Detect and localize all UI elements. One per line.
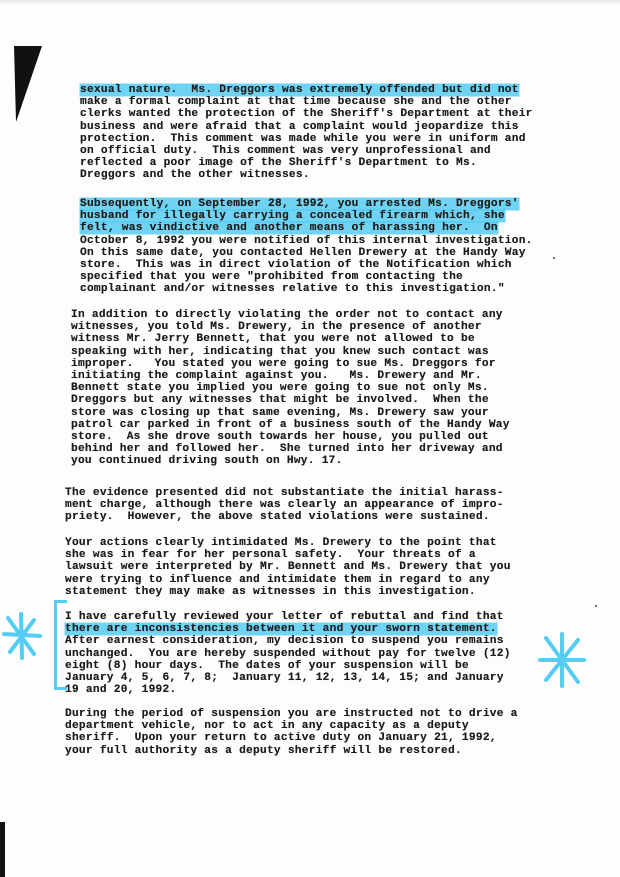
paragraph-rebuttal-decision	[65, 611, 565, 696]
text-line: During the period of suspension you are instructed not to drive a	[65, 708, 518, 720]
text-line: patrol car parked in front of a business south of the Handy Way	[71, 418, 510, 431]
text-line: complainant and/or witnesses relative to this investigation."	[80, 283, 505, 296]
text-line: witness Mr. Jerry Bennett, that you were not allowed to be	[71, 333, 475, 346]
text-line	[65, 623, 565, 635]
text-line: lawsuit were interpreted by Mr. Bennett and Ms. Drewery that you	[65, 561, 511, 574]
text-line: ment charge, although there was clearly an appearance of impro-	[65, 499, 504, 512]
text-line: eight (8) hour days. The dates of your suspension will be	[65, 659, 469, 672]
text-line: priety. However, the above stated violations were sustained.	[65, 511, 490, 524]
text-line: unchanged. You are hereby suspended without pay for twelve (12)	[65, 647, 511, 660]
text-line: store. As she drove south towards her house, you pulled out	[71, 431, 489, 444]
text-line	[80, 222, 580, 234]
scan-speck	[595, 605, 597, 607]
text-line: department vehicle, nor to act in any capacity as a deputy	[65, 720, 469, 733]
paragraph-witness-contact	[71, 309, 571, 468]
paragraph-intimidation	[65, 537, 565, 598]
text-line: behind her and followed her. She turned into her driveway and	[71, 443, 503, 456]
text-line: October 8, 1992 you were notified of this internal investigation.	[80, 234, 533, 247]
text-line: were trying to influence and intimidate them in regard to any	[65, 573, 490, 586]
highlighted-text: sexual nature. Ms. Dreggors was extremely offended but did not	[80, 84, 519, 96]
highlighted-text: there are inconsistencies between it and your sworn statement.	[65, 623, 497, 636]
text-line: protection. This comment was made while you were in uniform and	[80, 132, 526, 145]
text-line: you continued driving south on Hwy. 17.	[71, 455, 343, 468]
text-line: On this same date, you contacted Hellen Drewery at the Handy Way	[80, 246, 526, 259]
text-line: Bennett state you implied you were going to sue not only Ms.	[71, 382, 489, 395]
text-line: The evidence presented did not substantiate the initial harass-	[65, 487, 504, 499]
scan-speck	[553, 257, 555, 259]
text-line: on official duty. This comment was very unprofessional and	[80, 145, 491, 158]
text-line: sheriff. Upon your return to active duty on January 21, 1992,	[65, 732, 497, 745]
text-line: witnesses, you told Ms. Drewery, in the presence of another	[71, 321, 482, 334]
text-line: your full authority as a deputy sheriff will be restored.	[65, 744, 462, 757]
text-line: speaking with her, indicating that you knew such contact was	[71, 345, 489, 358]
text-line: Your actions clearly intimidated Ms. Drewery to the point that	[65, 537, 497, 549]
paragraph-evidence	[65, 487, 565, 524]
highlighted-text: husband for illegally carrying a concealed firearm which, she	[80, 210, 505, 223]
text-line: January 4, 5, 6, 7, 8; January 11, 12, 13, 14, 15; and January	[65, 672, 504, 685]
paragraph-sexual-nature	[80, 84, 580, 182]
text-line	[80, 84, 580, 96]
highlighted-text: Subsequently, on September 28, 1992, you arrested Ms. Dreggors'	[80, 198, 519, 210]
text-line: she was in fear for her personal safety. Your threats of a	[65, 549, 476, 562]
paragraph-suspension-terms	[65, 708, 565, 757]
text-line: store. This was in direct violation of the Notification which	[80, 259, 512, 272]
text-line	[80, 198, 580, 210]
paragraph-arrest	[80, 198, 580, 296]
text-line	[80, 210, 580, 222]
text-line: business and were afraid that a complaint would jeopardize this	[80, 120, 519, 133]
asterisk-mark-icon	[2, 612, 42, 660]
text-line: Dreggors but any witnesses that might be involved. When the	[71, 394, 489, 407]
scan-top-edge	[0, 0, 620, 6]
scan-left-edge	[0, 822, 5, 877]
text-line: clerks wanted the protection of the Sheriff's Department at their	[80, 108, 533, 121]
text-line: improper. You stated you were going to sue Ms. Dreggors for	[71, 357, 496, 370]
highlighted-text: felt, was vindictive and another means of harassing her. On	[80, 222, 498, 235]
text-line: Dreggors and the other witnesses.	[80, 169, 310, 182]
black-triangle-icon	[14, 46, 42, 122]
text-line: In addition to directly violating the order not to contact any	[71, 309, 503, 321]
text-line: initiating the complaint against you. Ms. Drewery and Mr.	[71, 370, 482, 383]
text-line: 19 and 20, 1992.	[65, 684, 177, 697]
text-line: I have carefully reviewed your letter of rebuttal and find that	[65, 611, 504, 623]
text-line: After earnest consideration, my decision to suspend you remains	[65, 635, 504, 648]
text-line: statement they may make as witnesses in this investigation.	[65, 585, 476, 598]
text-line: reflected a poor image of the Sheriff's Department to Ms.	[80, 157, 477, 170]
text-line: store was closing up that same evening, Ms. Drewery saw your	[71, 406, 489, 419]
text-line: make a formal complaint at that time because she and the other	[80, 96, 512, 109]
text-line: specified that you were "prohibited from contacting the	[80, 271, 463, 284]
